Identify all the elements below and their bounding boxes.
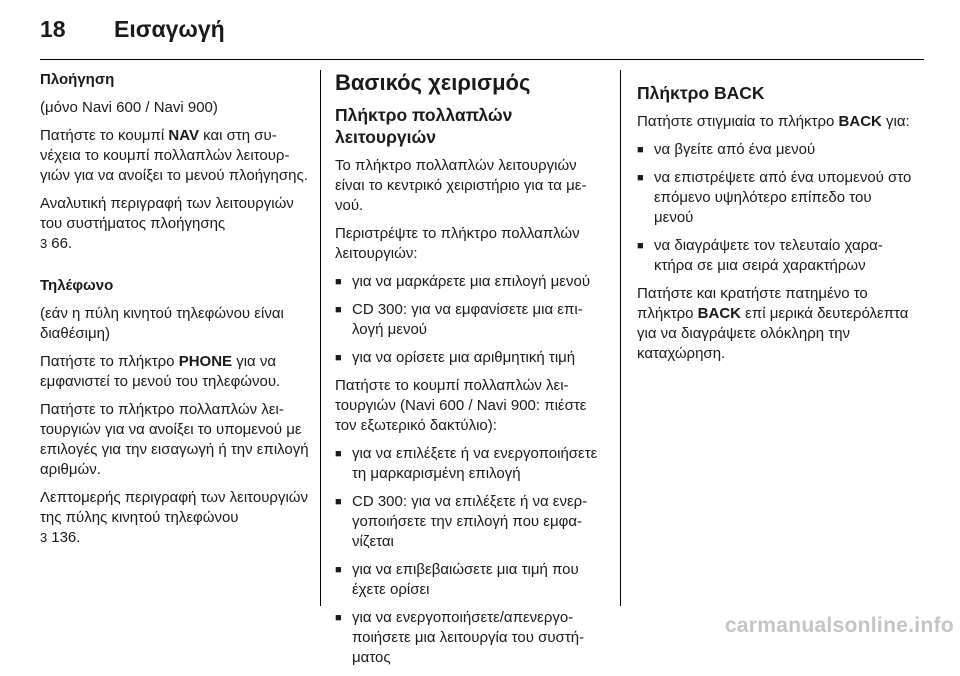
watermark-text: carmanualsonline.info <box>724 614 954 637</box>
page-title: Εισαγωγή <box>114 16 225 42</box>
list-item: ■ για να μαρκάρετε μια επιλογή μενού <box>335 272 607 292</box>
page-reference-icon: 3 <box>40 530 48 545</box>
page-reference-link[interactable]: 136. <box>51 529 81 546</box>
list-item: ■ CD 300: για να επιλέξετε ή να ενεργοποιήσετε την επιλογή που εμφανίζεται <box>335 492 607 552</box>
page-reference-icon: 3 <box>40 236 48 251</box>
section-heading-back-key: Πλήκτρο BACK <box>637 83 765 103</box>
subheading-multifunction-knob: Πλήκτρο πολλαπλών λειτουργιών <box>335 105 513 147</box>
column-middle <box>335 70 607 676</box>
list-item: ■ για να επιλέξετε ή να ενεργοποιήσετε τη μαρκαρισμένη επιλογή <box>335 444 607 484</box>
phone-paragraph: Πατήστε το πλήκτρο πολλαπλών λειτουργιών για να ανοίξει το υπομενού με επιλογές για την εισαγωγή ή την επιλογή αριθμών. <box>40 401 309 478</box>
phone-paragraph: Πατήστε το πλήκτρο PHONE για να εμφανιστεί το μενού του τηλεφώνου. <box>40 353 281 390</box>
paragraph: Πατήστε και κρατήστε πατημένο το πλήκτρο BACK επί μερικά δευτερόλεπτα για να διαγράψετε ολόκληρη την καταχώρηση. <box>637 285 909 362</box>
section-heading-navigation: Πλοήγηση <box>40 71 115 88</box>
paragraph: Πατήστε το κουμπί πολλαπλών λειτουργιών (Navi 600 / Navi 900: πιέστε τον εξωτερικό δακτύλιο): <box>335 377 587 434</box>
list-item: ■ για να ορίσετε μια αριθμητική τιμή <box>335 348 607 368</box>
navigation-note: (μόνο Navi 600 / Navi 900) <box>40 99 218 116</box>
key-back: BACK <box>838 113 882 130</box>
list-item: ■ για να ενεργοποιήσετε/απενεργοποιήσετε μια λειτουργία του συστήματος <box>335 608 607 668</box>
paragraph: Περιστρέψτε το πλήκτρο πολλαπλών λειτουργιών: <box>335 225 580 262</box>
list-item: ■ για να επιβεβαιώσετε μια τιμή που έχετε ορίσει <box>335 560 607 600</box>
list-item: ■ CD 300: για να εμφανίσετε μια επιλογή μενού <box>335 300 607 340</box>
list-item: ■ να διαγράψετε τον τελευταίο χαρακτήρα σε μια σειρά χαρακτήρων <box>637 236 912 276</box>
bullet-list <box>335 444 607 668</box>
navigation-paragraph: Πατήστε το κουμπί NAV και στη συνέχεια το κουμπί πολλαπλών λειτουργιών για να ανοίξει το μενού πλοήγησης. <box>40 127 308 184</box>
column-divider <box>320 70 321 606</box>
column-divider <box>620 70 621 606</box>
phone-reference-paragraph: Λεπτομερής περιγραφή των λειτουργιών της πύλης κινητού τηλεφώνου 3 136. <box>40 489 309 546</box>
header-rule <box>40 59 924 60</box>
key-back: BACK <box>697 305 742 322</box>
page-reference-link[interactable]: 66. <box>51 235 73 252</box>
bullet-list <box>335 272 607 368</box>
list-item: ■ να επιστρέψετε από ένα υπομενού στο επόμενο υψηλότερο επίπεδο του μενού <box>637 168 912 228</box>
column-left <box>40 70 310 556</box>
section-heading-basic-operation: Βασικός χειρισμός <box>335 70 531 95</box>
list-item: ■ να βγείτε από ένα μενού <box>637 140 912 160</box>
section-heading-phone: Τηλέφωνο <box>40 277 114 294</box>
paragraph: Το πλήκτρο πολλαπλών λειτουργιών είναι το κεντρικό χειριστήριο για τα μενού. <box>335 157 587 214</box>
phone-note: (εάν η πύλη κινητού τηλεφώνου είναι διαθέσιμη) <box>40 305 284 342</box>
paragraph: Πατήστε στιγμιαία το πλήκτρο BACK για: <box>637 113 910 130</box>
navigation-reference-paragraph: Αναλυτική περιγραφή των λειτουργιών του συστήματος πλοήγησης 3 66. <box>40 195 294 252</box>
bullet-list <box>637 140 912 276</box>
key-nav: NAV <box>168 127 199 144</box>
column-right <box>637 70 912 372</box>
page-number: 18 <box>40 16 66 42</box>
key-phone: PHONE <box>178 353 233 370</box>
